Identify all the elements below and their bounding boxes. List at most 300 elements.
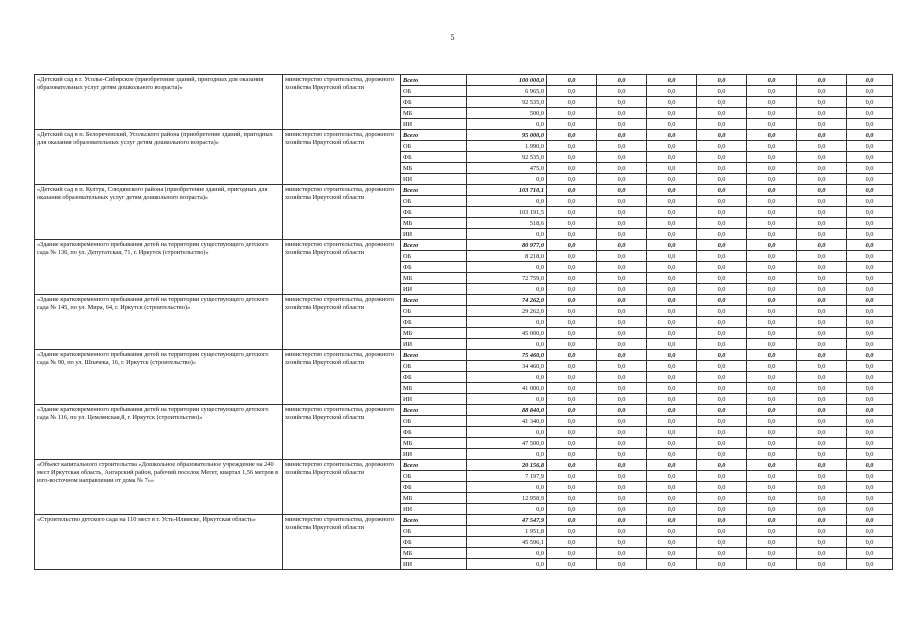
year-amount-cell: 0,0: [547, 295, 597, 306]
year-amount-cell: 0,0: [547, 427, 597, 438]
year-amount-cell: 0,0: [547, 262, 597, 273]
year-amount-cell: 0,0: [797, 207, 847, 218]
year-amount-cell: 0,0: [597, 328, 647, 339]
total-amount-cell: 100 000,0: [467, 75, 547, 86]
year-amount-cell: 0,0: [597, 317, 647, 328]
funding-source-cell: Всего: [401, 405, 467, 416]
year-amount-cell: 0,0: [847, 537, 893, 548]
year-amount-cell: 0,0: [697, 537, 747, 548]
total-amount-cell: 0,0: [467, 394, 547, 405]
funding-source-cell: Всего: [401, 515, 467, 526]
total-amount-cell: 1 990,0: [467, 141, 547, 152]
year-amount-cell: 0,0: [847, 75, 893, 86]
year-amount-cell: 0,0: [747, 394, 797, 405]
year-amount-cell: 0,0: [847, 218, 893, 229]
year-amount-cell: 0,0: [847, 174, 893, 185]
year-amount-cell: 0,0: [697, 251, 747, 262]
year-amount-cell: 0,0: [797, 372, 847, 383]
responsible-cell: министерство строительства, дорожного хозяйства Иркутской области: [283, 460, 401, 515]
year-amount-cell: 0,0: [647, 295, 697, 306]
year-amount-cell: 0,0: [597, 493, 647, 504]
table-row: [35, 185, 893, 196]
year-amount-cell: 0,0: [797, 251, 847, 262]
total-amount-cell: 0,0: [467, 482, 547, 493]
year-amount-cell: 0,0: [547, 196, 597, 207]
total-amount-cell: 0,0: [467, 427, 547, 438]
year-amount-cell: 0,0: [647, 251, 697, 262]
year-amount-cell: 0,0: [797, 383, 847, 394]
funding-source-cell: ИИ: [401, 504, 467, 515]
year-amount-cell: 0,0: [547, 97, 597, 108]
year-amount-cell: 0,0: [797, 218, 847, 229]
year-amount-cell: 0,0: [747, 548, 797, 559]
total-amount-cell: 0,0: [467, 372, 547, 383]
year-amount-cell: 0,0: [697, 394, 747, 405]
year-amount-cell: 0,0: [647, 163, 697, 174]
year-amount-cell: 0,0: [697, 350, 747, 361]
year-amount-cell: 0,0: [847, 97, 893, 108]
year-amount-cell: 0,0: [547, 108, 597, 119]
year-amount-cell: 0,0: [697, 416, 747, 427]
year-amount-cell: 0,0: [647, 493, 697, 504]
year-amount-cell: 0,0: [797, 339, 847, 350]
year-amount-cell: 0,0: [697, 328, 747, 339]
year-amount-cell: 0,0: [747, 185, 797, 196]
year-amount-cell: 0,0: [697, 460, 747, 471]
year-amount-cell: 0,0: [597, 141, 647, 152]
total-amount-cell: 6 965,0: [467, 86, 547, 97]
year-amount-cell: 0,0: [647, 218, 697, 229]
year-amount-cell: 0,0: [597, 350, 647, 361]
year-amount-cell: 0,0: [747, 526, 797, 537]
year-amount-cell: 0,0: [747, 141, 797, 152]
year-amount-cell: 0,0: [597, 108, 647, 119]
year-amount-cell: 0,0: [547, 218, 597, 229]
funding-source-cell: ФБ: [401, 427, 467, 438]
year-amount-cell: 0,0: [597, 75, 647, 86]
year-amount-cell: 0,0: [847, 207, 893, 218]
year-amount-cell: 0,0: [797, 471, 847, 482]
year-amount-cell: 0,0: [747, 427, 797, 438]
funding-source-cell: ИИ: [401, 174, 467, 185]
year-amount-cell: 0,0: [547, 141, 597, 152]
year-amount-cell: 0,0: [847, 339, 893, 350]
total-amount-cell: 74 262,0: [467, 295, 547, 306]
total-amount-cell: 47 500,0: [467, 438, 547, 449]
year-amount-cell: 0,0: [797, 350, 847, 361]
year-amount-cell: 0,0: [747, 328, 797, 339]
funding-source-cell: Всего: [401, 295, 467, 306]
year-amount-cell: 0,0: [547, 339, 597, 350]
funding-source-cell: Всего: [401, 185, 467, 196]
year-amount-cell: 0,0: [697, 372, 747, 383]
year-amount-cell: 0,0: [697, 262, 747, 273]
year-amount-cell: 0,0: [847, 196, 893, 207]
funding-source-cell: МБ: [401, 493, 467, 504]
year-amount-cell: 0,0: [697, 273, 747, 284]
project-name-cell: «Здание кратковременного пребывания детей на территории существующего детского сада № 145, по ул. Мира, 64, г. Иркутск (строительство)»: [35, 295, 283, 350]
project-name-cell: «Детский сад в п. Белореченский, Усольского района (приобретение зданий, пригодных для оказания образовательных услуг детям дошкольного возраста)»: [35, 130, 283, 185]
responsible-cell: министерство строительства, дорожного хозяйства Иркутской области: [283, 350, 401, 405]
year-amount-cell: 0,0: [547, 515, 597, 526]
total-amount-cell: 80 977,0: [467, 240, 547, 251]
year-amount-cell: 0,0: [547, 350, 597, 361]
total-amount-cell: 95 000,0: [467, 130, 547, 141]
total-amount-cell: 12 958,9: [467, 493, 547, 504]
funding-source-cell: МБ: [401, 383, 467, 394]
year-amount-cell: 0,0: [797, 229, 847, 240]
year-amount-cell: 0,0: [847, 86, 893, 97]
year-amount-cell: 0,0: [697, 152, 747, 163]
year-amount-cell: 0,0: [697, 427, 747, 438]
year-amount-cell: 0,0: [647, 273, 697, 284]
year-amount-cell: 0,0: [647, 438, 697, 449]
funding-source-cell: ИИ: [401, 559, 467, 570]
year-amount-cell: 0,0: [747, 361, 797, 372]
table-row: [35, 460, 893, 471]
year-amount-cell: 0,0: [547, 537, 597, 548]
total-amount-cell: 475,0: [467, 163, 547, 174]
year-amount-cell: 0,0: [797, 141, 847, 152]
funding-source-cell: Всего: [401, 350, 467, 361]
year-amount-cell: 0,0: [797, 548, 847, 559]
total-amount-cell: 41 340,0: [467, 416, 547, 427]
year-amount-cell: 0,0: [697, 471, 747, 482]
table-row: [35, 350, 893, 361]
year-amount-cell: 0,0: [597, 207, 647, 218]
year-amount-cell: 0,0: [647, 108, 697, 119]
year-amount-cell: 0,0: [747, 471, 797, 482]
year-amount-cell: 0,0: [647, 383, 697, 394]
responsible-cell: министерство строительства, дорожного хозяйства Иркутской области: [283, 405, 401, 460]
year-amount-cell: 0,0: [797, 174, 847, 185]
year-amount-cell: 0,0: [847, 306, 893, 317]
funding-source-cell: ФБ: [401, 317, 467, 328]
year-amount-cell: 0,0: [597, 438, 647, 449]
year-amount-cell: 0,0: [647, 185, 697, 196]
total-amount-cell: 92 535,0: [467, 97, 547, 108]
year-amount-cell: 0,0: [647, 537, 697, 548]
page-number: 5: [450, 33, 455, 42]
year-amount-cell: 0,0: [547, 284, 597, 295]
funding-source-cell: МБ: [401, 218, 467, 229]
year-amount-cell: 0,0: [597, 361, 647, 372]
year-amount-cell: 0,0: [697, 317, 747, 328]
funding-source-cell: ФБ: [401, 372, 467, 383]
responsible-cell: министерство строительства, дорожного хозяйства Иркутской области: [283, 185, 401, 240]
year-amount-cell: 0,0: [647, 372, 697, 383]
year-amount-cell: 0,0: [597, 427, 647, 438]
funding-source-cell: МБ: [401, 328, 467, 339]
year-amount-cell: 0,0: [797, 295, 847, 306]
year-amount-cell: 0,0: [697, 141, 747, 152]
year-amount-cell: 0,0: [797, 273, 847, 284]
funding-source-cell: ФБ: [401, 207, 467, 218]
year-amount-cell: 0,0: [797, 328, 847, 339]
total-amount-cell: 0,0: [467, 174, 547, 185]
year-amount-cell: 0,0: [847, 240, 893, 251]
year-amount-cell: 0,0: [697, 163, 747, 174]
table-row: [35, 515, 893, 526]
year-amount-cell: 0,0: [597, 240, 647, 251]
year-amount-cell: 0,0: [547, 130, 597, 141]
year-amount-cell: 0,0: [547, 86, 597, 97]
funding-source-cell: ИИ: [401, 119, 467, 130]
year-amount-cell: 0,0: [547, 328, 597, 339]
year-amount-cell: 0,0: [647, 317, 697, 328]
year-amount-cell: 0,0: [847, 482, 893, 493]
year-amount-cell: 0,0: [747, 339, 797, 350]
total-amount-cell: 45 000,0: [467, 328, 547, 339]
total-amount-cell: 0,0: [467, 548, 547, 559]
year-amount-cell: 0,0: [797, 97, 847, 108]
year-amount-cell: 0,0: [647, 482, 697, 493]
year-amount-cell: 0,0: [597, 559, 647, 570]
year-amount-cell: 0,0: [647, 559, 697, 570]
year-amount-cell: 0,0: [597, 482, 647, 493]
project-name-cell: «Объект капитального строительства «Дошкольное образовательное учреждение на 240 мест Иркутская область, Ангарский район, рабочий поселок Мегет, квартал 1,56 метров в юго-восточном направлении от дома № 7»»: [35, 460, 283, 515]
year-amount-cell: 0,0: [647, 284, 697, 295]
responsible-cell: министерство строительства, дорожного хозяйства Иркутской области: [283, 130, 401, 185]
year-amount-cell: 0,0: [647, 526, 697, 537]
year-amount-cell: 0,0: [847, 438, 893, 449]
year-amount-cell: 0,0: [547, 460, 597, 471]
year-amount-cell: 0,0: [547, 405, 597, 416]
total-amount-cell: 72 759,0: [467, 273, 547, 284]
year-amount-cell: 0,0: [597, 306, 647, 317]
year-amount-cell: 0,0: [597, 229, 647, 240]
year-amount-cell: 0,0: [597, 284, 647, 295]
year-amount-cell: 0,0: [847, 163, 893, 174]
funding-source-cell: ОБ: [401, 141, 467, 152]
year-amount-cell: 0,0: [697, 86, 747, 97]
year-amount-cell: 0,0: [797, 130, 847, 141]
year-amount-cell: 0,0: [597, 119, 647, 130]
total-amount-cell: 7 197,9: [467, 471, 547, 482]
year-amount-cell: 0,0: [647, 141, 697, 152]
year-amount-cell: 0,0: [697, 130, 747, 141]
year-amount-cell: 0,0: [847, 328, 893, 339]
total-amount-cell: 0,0: [467, 196, 547, 207]
year-amount-cell: 0,0: [697, 526, 747, 537]
funding-source-cell: ОБ: [401, 306, 467, 317]
year-amount-cell: 0,0: [547, 119, 597, 130]
year-amount-cell: 0,0: [847, 361, 893, 372]
total-amount-cell: 45 596,1: [467, 537, 547, 548]
year-amount-cell: 0,0: [697, 119, 747, 130]
funding-source-cell: МБ: [401, 438, 467, 449]
year-amount-cell: 0,0: [597, 130, 647, 141]
funding-source-cell: МБ: [401, 108, 467, 119]
year-amount-cell: 0,0: [747, 251, 797, 262]
year-amount-cell: 0,0: [797, 163, 847, 174]
year-amount-cell: 0,0: [647, 350, 697, 361]
year-amount-cell: 0,0: [747, 229, 797, 240]
year-amount-cell: 0,0: [697, 97, 747, 108]
year-amount-cell: 0,0: [797, 515, 847, 526]
year-amount-cell: 0,0: [747, 416, 797, 427]
year-amount-cell: 0,0: [597, 218, 647, 229]
table-row: [35, 75, 893, 86]
funding-source-cell: Всего: [401, 240, 467, 251]
year-amount-cell: 0,0: [747, 559, 797, 570]
year-amount-cell: 0,0: [847, 295, 893, 306]
funding-source-cell: ФБ: [401, 152, 467, 163]
year-amount-cell: 0,0: [847, 262, 893, 273]
funding-source-cell: ФБ: [401, 97, 467, 108]
year-amount-cell: 0,0: [597, 273, 647, 284]
year-amount-cell: 0,0: [597, 383, 647, 394]
funding-source-cell: ФБ: [401, 537, 467, 548]
year-amount-cell: 0,0: [697, 438, 747, 449]
responsible-cell: министерство строительства, дорожного хозяйства Иркутской области: [283, 515, 401, 570]
total-amount-cell: 0,0: [467, 119, 547, 130]
year-amount-cell: 0,0: [647, 504, 697, 515]
year-amount-cell: 0,0: [597, 86, 647, 97]
funding-source-cell: ОБ: [401, 251, 467, 262]
year-amount-cell: 0,0: [747, 438, 797, 449]
year-amount-cell: 0,0: [597, 526, 647, 537]
year-amount-cell: 0,0: [697, 185, 747, 196]
year-amount-cell: 0,0: [597, 537, 647, 548]
year-amount-cell: 0,0: [747, 130, 797, 141]
year-amount-cell: 0,0: [797, 119, 847, 130]
year-amount-cell: 0,0: [647, 515, 697, 526]
funding-source-cell: МБ: [401, 273, 467, 284]
year-amount-cell: 0,0: [797, 493, 847, 504]
funding-source-cell: Всего: [401, 75, 467, 86]
total-amount-cell: 88 840,0: [467, 405, 547, 416]
year-amount-cell: 0,0: [547, 306, 597, 317]
year-amount-cell: 0,0: [747, 383, 797, 394]
year-amount-cell: 0,0: [547, 229, 597, 240]
year-amount-cell: 0,0: [847, 108, 893, 119]
year-amount-cell: 0,0: [547, 504, 597, 515]
year-amount-cell: 0,0: [847, 251, 893, 262]
funding-source-cell: ОБ: [401, 86, 467, 97]
year-amount-cell: 0,0: [547, 240, 597, 251]
total-amount-cell: 0,0: [467, 504, 547, 515]
year-amount-cell: 0,0: [747, 207, 797, 218]
total-amount-cell: 41 000,0: [467, 383, 547, 394]
year-amount-cell: 0,0: [747, 350, 797, 361]
funding-source-cell: ФБ: [401, 262, 467, 273]
year-amount-cell: 0,0: [747, 152, 797, 163]
year-amount-cell: 0,0: [597, 339, 647, 350]
year-amount-cell: 0,0: [647, 460, 697, 471]
year-amount-cell: 0,0: [547, 152, 597, 163]
year-amount-cell: 0,0: [597, 416, 647, 427]
funding-source-cell: ИИ: [401, 229, 467, 240]
year-amount-cell: 0,0: [797, 306, 847, 317]
funding-source-cell: МБ: [401, 163, 467, 174]
year-amount-cell: 0,0: [797, 537, 847, 548]
year-amount-cell: 0,0: [547, 438, 597, 449]
year-amount-cell: 0,0: [547, 449, 597, 460]
year-amount-cell: 0,0: [847, 504, 893, 515]
project-name-cell: «Здание кратковременного пребывания детей на территории существующего детского сада № 116, по ул. Цемлянская,8, г. Иркутск (строительство)»: [35, 405, 283, 460]
year-amount-cell: 0,0: [647, 86, 697, 97]
year-amount-cell: 0,0: [847, 493, 893, 504]
year-amount-cell: 0,0: [597, 405, 647, 416]
year-amount-cell: 0,0: [647, 119, 697, 130]
total-amount-cell: 518,6: [467, 218, 547, 229]
year-amount-cell: 0,0: [547, 548, 597, 559]
year-amount-cell: 0,0: [547, 174, 597, 185]
year-amount-cell: 0,0: [697, 196, 747, 207]
year-amount-cell: 0,0: [647, 306, 697, 317]
year-amount-cell: 0,0: [697, 229, 747, 240]
year-amount-cell: 0,0: [647, 471, 697, 482]
year-amount-cell: 0,0: [697, 75, 747, 86]
project-name-cell: «Строительство детского сада на 110 мест в г. Усть-Илимске, Иркутская область»: [35, 515, 283, 570]
year-amount-cell: 0,0: [597, 262, 647, 273]
year-amount-cell: 0,0: [847, 548, 893, 559]
year-amount-cell: 0,0: [647, 152, 697, 163]
project-name-cell: «Здание кратковременного пребывания детей на территории существующего детского сада № 90, по ул. Шпачека, 16, г. Иркутск (строительство)»: [35, 350, 283, 405]
funding-source-cell: ФБ: [401, 482, 467, 493]
year-amount-cell: 0,0: [797, 526, 847, 537]
table-row: [35, 405, 893, 416]
year-amount-cell: 0,0: [697, 449, 747, 460]
year-amount-cell: 0,0: [697, 339, 747, 350]
funding-source-cell: ОБ: [401, 471, 467, 482]
year-amount-cell: 0,0: [847, 152, 893, 163]
year-amount-cell: 0,0: [847, 372, 893, 383]
year-amount-cell: 0,0: [847, 229, 893, 240]
year-amount-cell: 0,0: [547, 185, 597, 196]
year-amount-cell: 0,0: [547, 251, 597, 262]
year-amount-cell: 0,0: [747, 273, 797, 284]
year-amount-cell: 0,0: [547, 471, 597, 482]
year-amount-cell: 0,0: [747, 284, 797, 295]
year-amount-cell: 0,0: [697, 284, 747, 295]
year-amount-cell: 0,0: [547, 273, 597, 284]
year-amount-cell: 0,0: [697, 482, 747, 493]
year-amount-cell: 0,0: [797, 86, 847, 97]
year-amount-cell: 0,0: [747, 405, 797, 416]
funding-source-cell: ОБ: [401, 196, 467, 207]
year-amount-cell: 0,0: [747, 460, 797, 471]
year-amount-cell: 0,0: [647, 240, 697, 251]
total-amount-cell: 103 191,5: [467, 207, 547, 218]
funding-source-cell: ИИ: [401, 284, 467, 295]
year-amount-cell: 0,0: [747, 515, 797, 526]
year-amount-cell: 0,0: [797, 460, 847, 471]
year-amount-cell: 0,0: [547, 559, 597, 570]
year-amount-cell: 0,0: [547, 394, 597, 405]
year-amount-cell: 0,0: [647, 229, 697, 240]
year-amount-cell: 0,0: [697, 240, 747, 251]
responsible-cell: министерство строительства, дорожного хозяйства Иркутской области: [283, 75, 401, 130]
year-amount-cell: 0,0: [747, 482, 797, 493]
year-amount-cell: 0,0: [847, 141, 893, 152]
year-amount-cell: 0,0: [847, 449, 893, 460]
year-amount-cell: 0,0: [847, 515, 893, 526]
year-amount-cell: 0,0: [647, 394, 697, 405]
total-amount-cell: 47 547,9: [467, 515, 547, 526]
year-amount-cell: 0,0: [847, 350, 893, 361]
year-amount-cell: 0,0: [547, 207, 597, 218]
year-amount-cell: 0,0: [697, 405, 747, 416]
year-amount-cell: 0,0: [747, 449, 797, 460]
year-amount-cell: 0,0: [797, 449, 847, 460]
year-amount-cell: 0,0: [597, 372, 647, 383]
funding-source-cell: МБ: [401, 548, 467, 559]
year-amount-cell: 0,0: [697, 306, 747, 317]
year-amount-cell: 0,0: [597, 471, 647, 482]
total-amount-cell: 0,0: [467, 284, 547, 295]
